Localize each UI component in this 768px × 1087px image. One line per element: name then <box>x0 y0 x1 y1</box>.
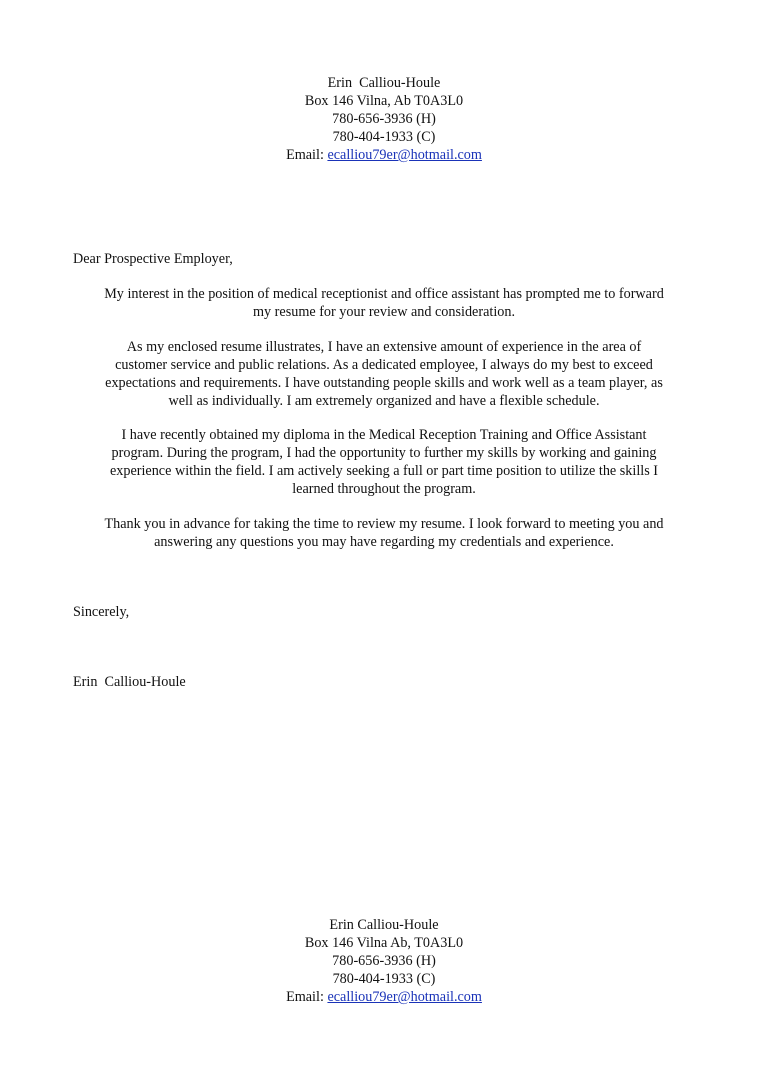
header-email-line <box>0 146 768 164</box>
paragraph-line: expectations and requirements. I have outstanding people skills and work well as a team player, as <box>105 375 663 391</box>
header-phone-cell: 780-404-1933 (C) <box>332 129 436 145</box>
bottom-contact-footer <box>0 916 768 1006</box>
header-address: Box 146 Vilna, Ab T0A3L0 <box>304 93 464 109</box>
paragraph-line: Thank you in advance for taking the time to review my resume. I look forward to meeting you and <box>104 516 664 532</box>
paragraph-interest <box>73 285 695 321</box>
footer-email-line <box>0 988 768 1006</box>
paragraph-line: answering any questions you may have regarding my credentials and experience. <box>154 534 614 550</box>
paragraph-line: experience within the field. I am actively seeking a full or part time position to utilize the skills I <box>109 463 659 479</box>
header-phone-home: 780-656-3936 (H) <box>332 111 436 127</box>
header-email-link[interactable]: ecalliou79er@hotmail.com <box>327 147 482 163</box>
footer-email-link[interactable]: ecalliou79er@hotmail.com <box>327 989 482 1005</box>
paragraph-line: well as individually. I am extremely organized and have a flexible schedule. <box>168 393 600 409</box>
paragraph-line: learned throughout the program. <box>292 481 476 497</box>
salutation: Dear Prospective Employer, <box>73 251 233 267</box>
footer-phone-home: 780-656-3936 (H) <box>332 953 436 969</box>
footer-phone-cell: 780-404-1933 (C) <box>332 971 436 987</box>
footer-name: Erin Calliou-Houle <box>329 917 439 933</box>
top-contact-header <box>0 74 768 164</box>
paragraph-experience <box>73 338 695 410</box>
paragraph-line: As my enclosed resume illustrates, I have an extensive amount of experience in the area of <box>126 339 642 355</box>
paragraph-diploma <box>73 426 695 498</box>
header-email-label: Email: <box>286 147 328 163</box>
footer-address: Box 146 Vilna Ab, T0A3L0 <box>304 935 464 951</box>
closing: Sincerely, <box>73 604 130 620</box>
header-name: Erin Calliou-Houle <box>327 75 441 91</box>
paragraph-line: program. During the program, I had the opportunity to further my skills by working and gaining <box>111 445 657 461</box>
paragraph-line: customer service and public relations. As a dedicated employee, I always do my best to exceed <box>115 357 653 373</box>
paragraph-line: my resume for your review and consideration. <box>253 304 515 320</box>
paragraph-thanks <box>73 515 695 551</box>
footer-email-label: Email: <box>286 989 328 1005</box>
paragraph-line: I have recently obtained my diploma in the Medical Reception Training and Office Assistant <box>121 427 647 443</box>
signature-name: Erin Calliou-Houle <box>73 674 186 690</box>
paragraph-line: My interest in the position of medical receptionist and office assistant has prompted me to forward <box>104 286 664 302</box>
